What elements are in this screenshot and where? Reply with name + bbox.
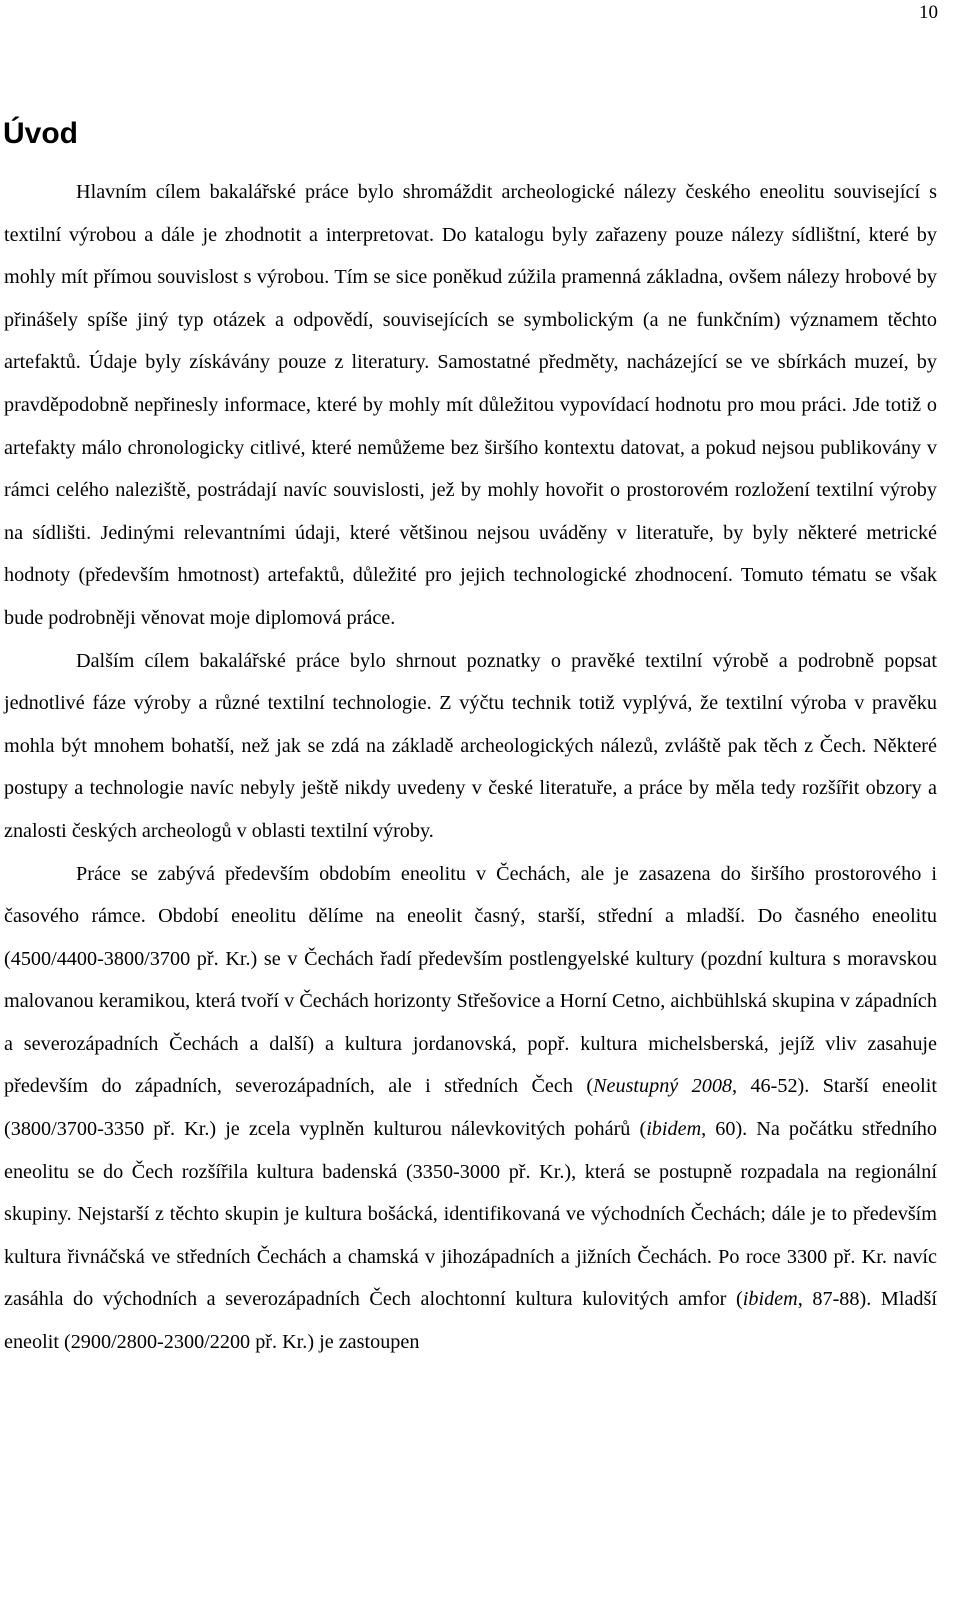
page-number: 10: [919, 2, 938, 23]
paragraph-text: Práce se zabývá především obdobím eneolitu v Čechách, ale je zasazena do širšího prostorového i časového rámce. Období eneolitu dělíme na eneolit časný, starší, střední a mladší. Do časného eneolitu (4500/4400-3800/3700 př. Kr.) se v Čechách řadí především postlengyelské kultury (pozdní kultura s moravskou malovanou keramikou, která tvoří v Čechách horizonty Střešovice a Horní Cetno, aichbühlská skupina v západních a severozápadních Čechách a další) a kultura jordanovská, popř. kultura michelsberská, jejíž vliv zasahuje především do západních, severozápadních, ale i středních Čech (: [4, 862, 937, 1098]
italic-citation: ibidem: [742, 1288, 798, 1311]
paragraph-text: , 60). Na počátku středního eneolitu se do Čech rozšířila kultura badenská (3350-3000 př. Kr.), která se postupně rozpadala na regionální skupiny. Nejstarší z těchto skupin je kultura bošácká, identifikovaná ve východních Čechách; dále je to především kultura řivnáčská ve středních Čechách a chamská v jihozápadních a jižních Čechách. Po roce 3300 př. Kr. navíc zasáhla do východních a severozápadních Čech alochtonní kultura kulovitých amfor (: [4, 1118, 937, 1311]
paragraph: [4, 853, 937, 1364]
italic-citation: ibidem: [646, 1118, 702, 1141]
paragraph-text: Hlavním cílem bakalářské práce bylo shromáždit archeologické nálezy českého eneolitu související s textilní výrobou a dále je zhodnotit a interpretovat. Do katalogu byly zařazeny pouze nálezy sídlištní, které by mohly mít přímou souvislost s výrobou. Tím se sice poněkud zúžila pramenná základna, ovšem nálezy hrobové by přinášely spíše jiný typ otázek a odpovědí, souvisejících se symbolickým (a ne funkčním) významem těchto artefaktů. Údaje byly získávány pouze z literatury. Samostatné předměty, nacházející se ve sbírkách muzeí, by pravděpodobně nepřinesly informace, které by mohly mít důležitou vypovídací hodnotu pro mou práci. Jde totiž o artefakty málo chronologicky citlivé, které nemůžeme bez širšího kontextu datovat, a pokud nejsou publikovány v rámci celého naleziště, postrádají navíc souvislosti, jež by mohly hovořit o prostorovém rozložení textilní výroby na sídlišti. Jedinými relevantními údaji, které většinou nejsou uváděny v literatuře, by byly některé metrické hodnoty (především hmotnost) artefaktů, důležité pro jejich technologické zhodnocení. Tomuto tématu se však bude podrobněji věnovat moje diplomová práce.: [4, 181, 937, 629]
paragraph: [4, 640, 937, 853]
paragraph-text: , 87-88). Mladší eneolit (2900/2800-2300/2200 př. Kr.) je zastoupen: [4, 1288, 937, 1354]
paragraph: [4, 171, 937, 640]
body-text: [4, 171, 937, 1364]
section-heading: Úvod: [3, 117, 78, 150]
paragraph-text: Dalším cílem bakalářské práce bylo shrnout poznatky o pravěké textilní výrobě a podrobně popsat jednotlivé fáze výroby a různé textilní technologie. Z výčtu technik totiž vyplývá, že textilní výroba v pravěku mohla být mnohem bohatší, než jak se zdá na základě archeologických nálezů, zvláště pak těch z Čech. Některé postupy a technologie navíc nebyly ještě nikdy uvedeny v české literatuře, a práce by měla tedy rozšířit obzory a znalosti českých archeologů v oblasti textilní výroby.: [4, 649, 937, 842]
italic-citation: Neustupný 2008: [593, 1075, 733, 1098]
paragraph-text: , 46-52). Starší eneolit (3800/3700-3350 př. Kr.) je zcela vyplněn kulturou nálevkovitých pohárů (: [4, 1075, 937, 1141]
